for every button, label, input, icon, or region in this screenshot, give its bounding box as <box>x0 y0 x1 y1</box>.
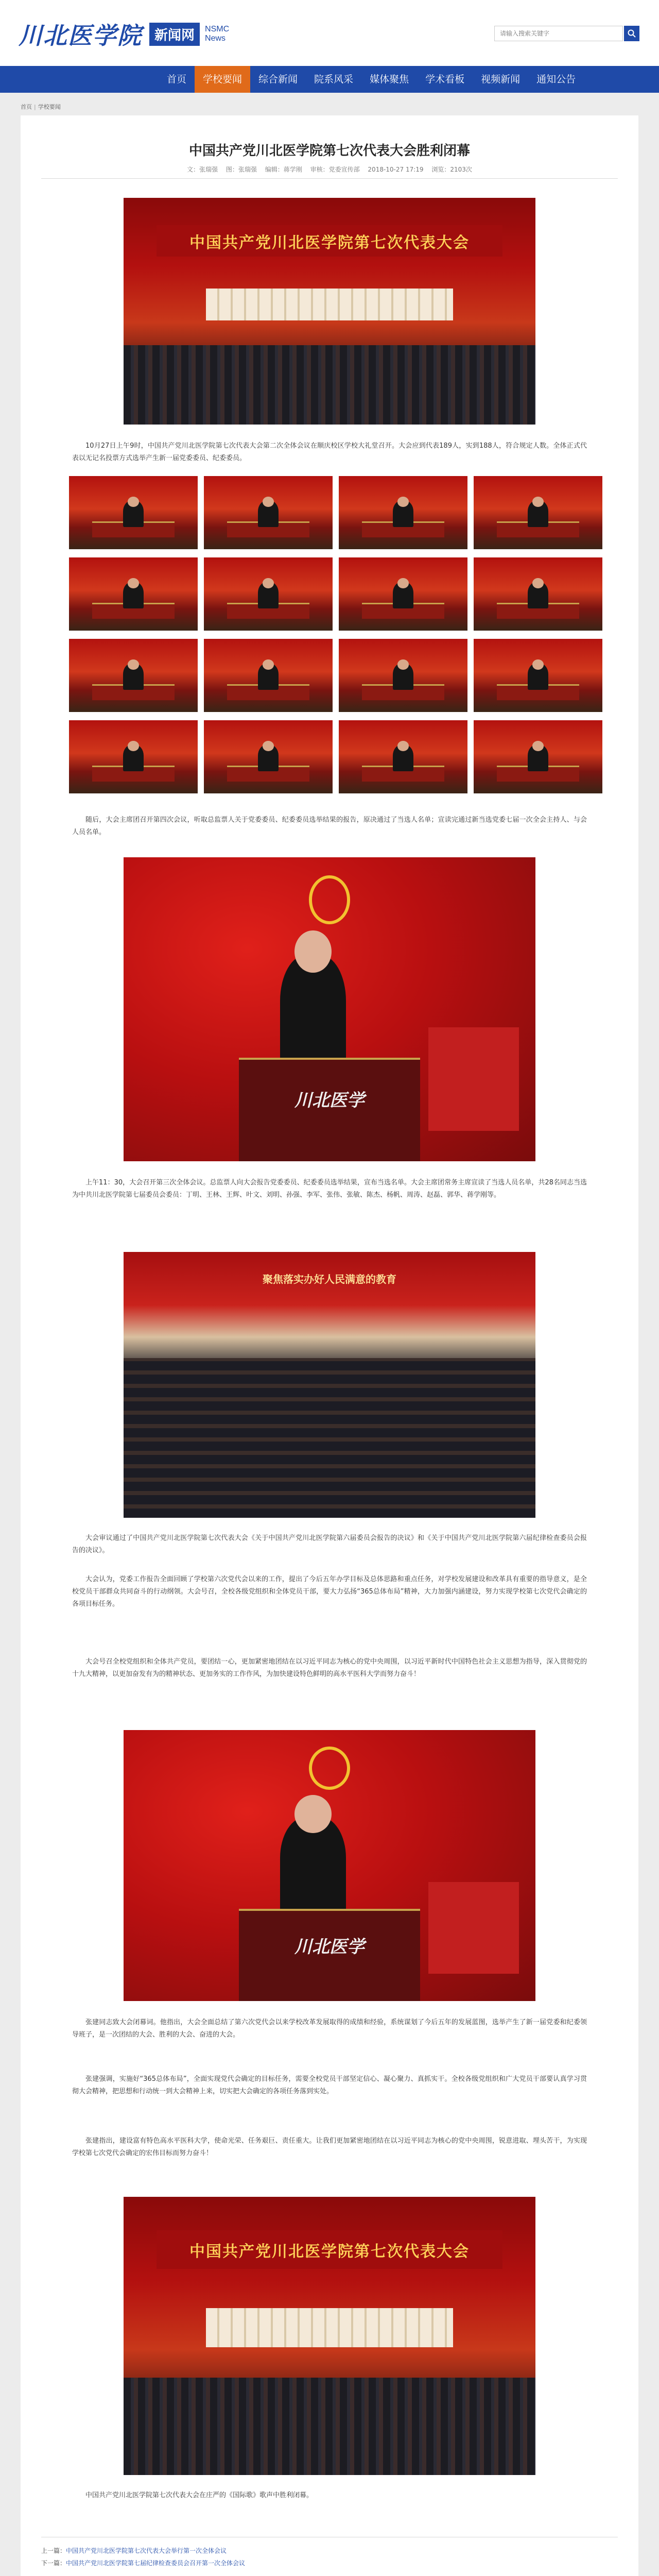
voting-photo-face <box>263 659 274 670</box>
voting-photo <box>204 720 333 793</box>
photo4-audience <box>124 1358 535 1518</box>
photo6-speaker-head <box>294 1795 332 1833</box>
voting-photo <box>474 557 602 631</box>
photo-congress-stage <box>124 198 535 425</box>
voting-photo <box>474 476 602 549</box>
breadcrumb <box>21 101 638 112</box>
voting-photo-face <box>532 497 544 507</box>
voting-photo-face <box>263 741 274 751</box>
voting-photo <box>204 639 333 712</box>
meta-photo: 图：张瑞强 <box>226 166 257 173</box>
photo3-lectern <box>239 1058 420 1161</box>
photo7-banner: 中国共产党川北医学院第七次代表大会 <box>157 2230 502 2269</box>
voting-photo-face <box>263 497 274 507</box>
prev-label: 上一篇： <box>41 2547 66 2554</box>
photo6-lectern-label: 川北医学 <box>294 1937 365 1958</box>
voting-photo <box>339 476 467 549</box>
title-divider <box>41 178 618 179</box>
voting-photo-face <box>263 578 274 588</box>
voting-photo <box>339 557 467 631</box>
voting-photo <box>69 476 198 549</box>
photo6-flag <box>428 1882 519 1974</box>
logo-en-line1: NSMC <box>205 25 230 33</box>
nav-item-3[interactable]: 院系风采 <box>314 74 354 85</box>
logo-script-text: 川北医学院 <box>19 22 142 49</box>
voting-photo <box>204 476 333 549</box>
photo-closing-speech <box>124 1730 535 2001</box>
voting-photo-face <box>397 659 409 670</box>
paragraph-10: 中国共产党川北医学院第七次代表大会在庄严的《国际歌》歌声中胜利闭幕。 <box>85 2492 314 2499</box>
voting-photo <box>204 557 333 631</box>
photo1-podium <box>206 289 453 320</box>
voting-photo-face <box>532 741 544 751</box>
photo1-banner: 中国共产党川北医学院第七次代表大会 <box>157 225 502 257</box>
paragraph-3: 上午11：30，大会召开第三次全体会议。总监票人向大会报告党委委员、纪委委员选举结果，宣布当选名单。大会主席团常务主席宣读了当选人员名单，共28名同志当选为中共川北医学院第七届委员会委员：丁明、王林、王辉、叶文、刘明、孙强、李军、张伟、张敏、陈杰、杨帆、周涛、赵磊、郭华、蒋学刚等。 <box>72 1179 587 1199</box>
article-title: 中国共产党川北医学院第七次代表大会胜利闭幕 <box>188 143 470 159</box>
photo4-slogan: 聚焦落实办好人民满意的教育 <box>263 1273 396 1286</box>
voting-photo <box>474 639 602 712</box>
paragraph-5: 大会认为，党委工作报告全面回顾了学校第六次党代会以来的工作，提出了今后五年办学目标及总体思路和重点任务，对学校发展建设和改革具有重要的指导意义，是全校党员干部群众共同奋斗的行动纲领。大会号召，全校各级党组织和全体党员干部，要大力弘扬“365总体布局”精神，大力加强内涵建设，努力实现学校第七次党代会确定的各项目标任务。 <box>72 1575 587 1608</box>
meta-author: 文：张瑞强 <box>187 166 218 173</box>
voting-photo-face <box>128 659 140 670</box>
next-article-link[interactable]: 中国共产党川北医学院第七届纪律检查委员会召开第一次全体会议 <box>66 2560 246 2567</box>
search-icon <box>628 29 636 38</box>
nav-item-2[interactable]: 综合新闻 <box>258 74 298 85</box>
prev-next-links <box>41 2537 618 2569</box>
photo-speech <box>124 857 535 1161</box>
photo7-crowd <box>124 2378 535 2475</box>
nav-list <box>159 66 584 93</box>
voting-photo <box>474 720 602 793</box>
logo-english <box>205 25 229 43</box>
photo3-speaker-head <box>294 930 332 973</box>
meta-reviewer: 审核：党委宣传部 <box>310 166 360 173</box>
article-meta <box>21 165 638 174</box>
nav-item-0[interactable]: 首页 <box>167 74 187 85</box>
voting-photo <box>69 639 198 712</box>
breadcrumb-separator: | <box>34 103 36 110</box>
voting-photo <box>69 557 198 631</box>
paragraph-4: 大会审议通过了中国共产党川北医学院第七次代表大会《关于中国共产党川北医学院第六届委员会报告的决议》和《关于中国共产党川北医学院第六届纪律检查委员会报告的决议》。 <box>72 1534 587 1554</box>
party-emblem-icon-2 <box>309 1747 350 1790</box>
voting-photo-face <box>532 578 544 588</box>
paragraph-8: 张建强调，实施好“365总体布局”，全面实现党代会确定的目标任务，需要全校党员干部坚定信心、凝心聚力、真抓实干。全校各级党组织和广大党员干部要认真学习贯彻大会精神，把思想和行动统一到大会精神上来，切实把大会确定的各项任务落到实处。 <box>72 2075 587 2095</box>
voting-photo <box>339 720 467 793</box>
photo1-crowd <box>124 345 535 425</box>
meta-editor: 编辑：蒋学刚 <box>265 166 302 173</box>
photo-hall <box>124 1252 535 1518</box>
voting-photo-face <box>397 578 409 588</box>
search-input[interactable] <box>494 26 623 41</box>
next-label: 下一篇： <box>41 2560 66 2567</box>
search-button[interactable] <box>624 26 639 41</box>
paragraph-1: 10月27日上午9时，中国共产党川北医学院第七次代表大会第二次全体会议在顺庆校区学校大礼堂召开。大会应到代表189人，实到188人，符合规定人数。全体正式代表以无记名投票方式选举产生新一届党委委员、纪委委员。 <box>72 442 587 462</box>
breadcrumb-current[interactable]: 学校要闻 <box>38 104 61 110</box>
nav-item-1[interactable]: 学校要闻 <box>195 66 250 93</box>
nav-item-6[interactable]: 视频新闻 <box>481 74 521 85</box>
paragraph-2: 随后，大会主席团召开第四次会议，听取总监票人关于党委委员、纪委委员选举结果的报告，原决通过了当选人名单；宣读完通过新当选党委七届一次全会主持人、与会人员名单。 <box>72 816 587 836</box>
photo7-podium <box>206 2308 453 2347</box>
voting-photo <box>339 639 467 712</box>
meta-time: 2018-10-27 17:19 <box>368 166 424 173</box>
article-container <box>21 115 638 2576</box>
voting-photo-face <box>397 497 409 507</box>
paragraph-9: 张建指出，建设富有特色高水平医科大学，使命光荣、任务艰巨、责任重大。让我们更加紧密地团结在以习近平同志为核心的党中央周围，锐意进取、埋头苦干，为实现学校第七次党代会确定的宏伟目标而努力奋斗！ <box>72 2137 587 2157</box>
prev-article <box>41 2545 618 2557</box>
nav-item-7[interactable]: 通知公告 <box>536 74 576 85</box>
logo-badge: 新闻网 <box>149 23 200 46</box>
voting-photo-face <box>532 659 544 670</box>
nav-item-4[interactable]: 媒体聚焦 <box>370 74 409 85</box>
breadcrumb-home[interactable]: 首页 <box>21 104 32 110</box>
prev-article-link[interactable]: 中国共产党川北医学院第七次代表大会举行第一次全体会议 <box>66 2547 227 2554</box>
photo3-flag <box>428 1027 519 1131</box>
voting-photo-face <box>128 741 140 751</box>
voting-photo-face <box>397 741 409 751</box>
photo-closing-stage <box>124 2197 535 2475</box>
voting-photo-face <box>128 497 140 507</box>
main-nav <box>0 66 659 93</box>
photo3-lectern-label: 川北医学 <box>294 1090 365 1111</box>
paragraph-6: 大会号召全校党组织和全体共产党员，要团结一心，更加紧密地团结在以习近平同志为核心的党中央周围，以习近平新时代中国特色社会主义思想为指导，深入贯彻党的十九大精神，以更加奋发有为的精神状态、更加务实的工作作风，为加快建设特色鲜明的高水平医科大学而努力奋斗！ <box>72 1658 587 1678</box>
site-header <box>0 0 659 66</box>
nav-item-5[interactable]: 学术看板 <box>425 74 465 85</box>
party-emblem-icon <box>309 875 350 924</box>
paragraph-7: 张建同志致大会闭幕词。他指出，大会全面总结了第六次党代会以来学校改革发展取得的成绩和经验，系统谋划了今后五年的发展蓝图，选举产生了新一届党委和纪委领导班子，是一次团结的大会、胜利的大会、奋进的大会。 <box>72 2019 587 2039</box>
meta-views: 浏览：2103次 <box>431 166 472 173</box>
voting-photo-face <box>128 578 140 588</box>
logo-en-line2: News <box>205 34 226 43</box>
photo6-lectern <box>239 1909 420 2001</box>
site-logo[interactable] <box>19 13 229 55</box>
voting-photo <box>69 720 198 793</box>
next-article <box>41 2557 618 2569</box>
